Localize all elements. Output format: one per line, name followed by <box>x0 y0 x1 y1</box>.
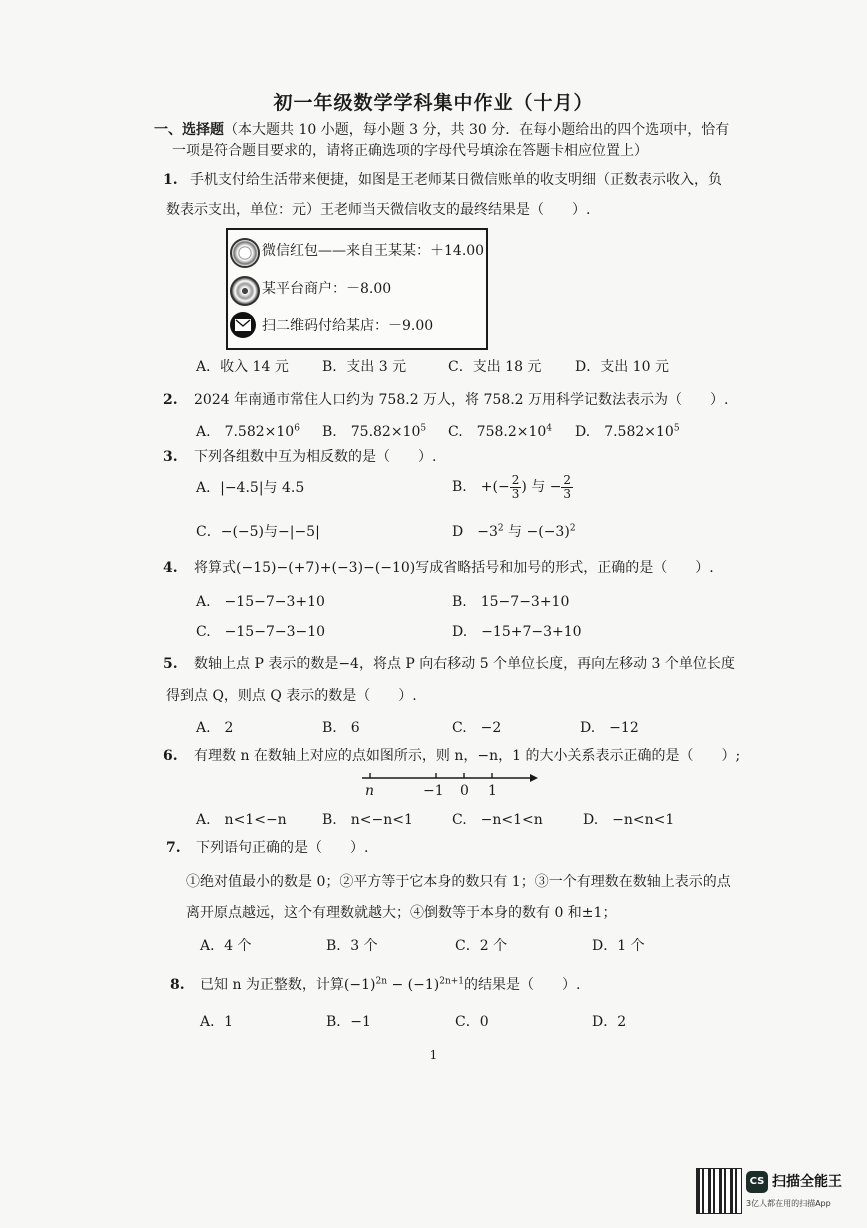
q6-stem: 有理数 n 在数轴上对应的点如图所示，则 n，−n，1 的大小关系表示正确的是（ ）; <box>194 748 741 764</box>
q7-stem: 下列语句正确的是（ ）. <box>196 840 369 856</box>
section-intro <box>154 120 729 140</box>
q1-option-d: D．支出 10 元 <box>575 359 669 375</box>
q5-option-a: A. 2 <box>196 720 234 736</box>
q6-number: 6. <box>163 748 178 764</box>
q5-option-c: C. −2 <box>452 720 502 736</box>
q3-option-c: C．−(−5)与−|−5| <box>196 524 320 540</box>
q1-line1: 手机支付给生活带来便捷，如图是王老师某日微信账单的收支明细（正数表示收入，负 <box>190 172 722 188</box>
page-number: 1 <box>429 1048 438 1062</box>
q2-stem: 2024 年南通市常住人口约为 758.2 万人，将 758.2 万用科学记数法表示为（ ）. <box>194 392 729 408</box>
axis-label-n: n <box>365 783 375 799</box>
q1-option-a: A．收入 14 元 <box>196 359 289 375</box>
axis-label-neg1: −1 <box>423 783 444 799</box>
q7-number: 7. <box>166 840 181 856</box>
q7-option-a: A．4 个 <box>200 938 252 954</box>
q2-number: 2. <box>163 392 178 408</box>
camscanner-logo-icon: CS <box>746 1171 768 1193</box>
q5-option-b: B. 6 <box>322 720 360 736</box>
q2-option-c: C. $758.2\times 10^4$ <box>448 423 553 440</box>
envelope-icon <box>230 312 256 338</box>
number-line-figure <box>360 770 540 800</box>
bill-item-2: 某平台商户：－8.00 <box>262 281 392 297</box>
section-intro-line1: （本大题共 10 小题，每小题 3 分，共 30 分．在每小题给出的四个选项中，恰有 <box>224 122 730 138</box>
q6-option-b: B. n<−n<1 <box>322 812 413 828</box>
scanner-tagline: 3亿人都在用的扫描App <box>746 1199 831 1208</box>
q2-option-d: D. $7.582\times 10^5$ <box>575 423 680 440</box>
q4-option-d: D. −15+7−3+10 <box>452 624 582 640</box>
q4-number: 4. <box>163 560 178 576</box>
q4-option-b: B. 15−7−3+10 <box>452 594 570 610</box>
q3-option-d: D $-3^2$ 与 $-(-3)^2$ <box>452 523 576 540</box>
fraction: $\frac{2}{3}$ <box>563 472 572 501</box>
q3-number: 3. <box>163 449 178 465</box>
q4-option-a: A. −15−7−3+10 <box>196 594 325 610</box>
q5-number: 5. <box>163 656 178 672</box>
section-intro-line2: 一项是符合题目要求的，请将正确选项的字母代号填涂在答题卡相应位置上） <box>172 143 648 159</box>
wechat-bill-box <box>226 228 488 350</box>
q1-line2: 数表示支出，单位：元）王老师当天微信收支的最终结果是（ ）. <box>166 202 591 218</box>
q8-number: 8. <box>170 977 185 993</box>
q8-option-a: A．1 <box>200 1014 234 1030</box>
q3-option-b: B. +(− $\frac{2}{3}$ ) 与 − $\frac{2}{3}$ <box>452 472 572 501</box>
q2-option-b: B. $75.82\times 10^5$ <box>322 423 427 440</box>
scanner-app-name: 扫描全能王 <box>772 1174 842 1190</box>
bill-item-3: 扫二维码付给某店：－9.00 <box>262 318 434 334</box>
section-label: 一、选择题 <box>154 122 224 138</box>
page-title: 初一年级数学学科集中作业（十月） <box>273 92 594 114</box>
q2-option-a: A. $7.582\times 10^6$ <box>196 423 300 440</box>
q1-option-b: B．支出 3 元 <box>322 359 407 375</box>
q7-line2: 离开原点越远，这个有理数就越大；④倒数等于本身的数有 0 和±1； <box>186 905 617 921</box>
q6-option-c: C. −n<1<n <box>452 812 543 828</box>
bill-item-1: 微信红包——来自王某某：＋14.00 <box>262 243 485 259</box>
q1-option-c: C．支出 18 元 <box>448 359 542 375</box>
q6-option-a: A. n<1<−n <box>196 812 287 828</box>
axis-label-1: 1 <box>488 783 497 799</box>
q5-option-d: D. −12 <box>580 720 639 736</box>
merchant-icon <box>230 276 260 306</box>
axis-label-0: 0 <box>460 783 469 799</box>
q8-option-b: B．−1 <box>326 1014 371 1030</box>
fraction: $\frac{2}{3}$ <box>511 472 520 501</box>
q6-option-d: D. −n<n<1 <box>583 812 675 828</box>
q4-stem: 将算式(−15)−(+7)+(−3)−(−10)写成省略括号和加号的形式，正确的是（ ）. <box>194 560 714 576</box>
q5-line1: 数轴上点 P 表示的数是−4，将点 P 向右移动 5 个单位长度，再向左移动 3 个单位长度 <box>194 656 735 672</box>
q5-line2: 得到点 Q，则点 Q 表示的数是（ ）. <box>166 688 417 704</box>
q3-stem: 下列各组数中互为相反数的是（ ）. <box>194 449 437 465</box>
q4-option-c: C. −15−7−3−10 <box>196 624 326 640</box>
q7-line1: ①绝对值最小的数是 0；②平方等于它本身的数只有 1；③一个有理数在数轴上表示的点 <box>186 874 731 890</box>
q3-option-a: A．|−4.5|与 4.5 <box>196 480 305 496</box>
q1-number: 1. <box>163 172 178 188</box>
qr-code-icon <box>696 1168 742 1214</box>
q8-option-c: C．0 <box>455 1014 489 1030</box>
q8-stem: 已知 n 为正整数，计算$(-1)^{2n} - (-1)^{2n+1}$的结果是（ ）. <box>200 976 581 993</box>
q7-option-d: D．1 个 <box>592 938 645 954</box>
q7-option-b: B．3 个 <box>326 938 378 954</box>
wechat-redpacket-icon <box>230 238 260 268</box>
q7-option-c: C．2 个 <box>455 938 508 954</box>
q8-option-d: D．2 <box>592 1014 627 1030</box>
